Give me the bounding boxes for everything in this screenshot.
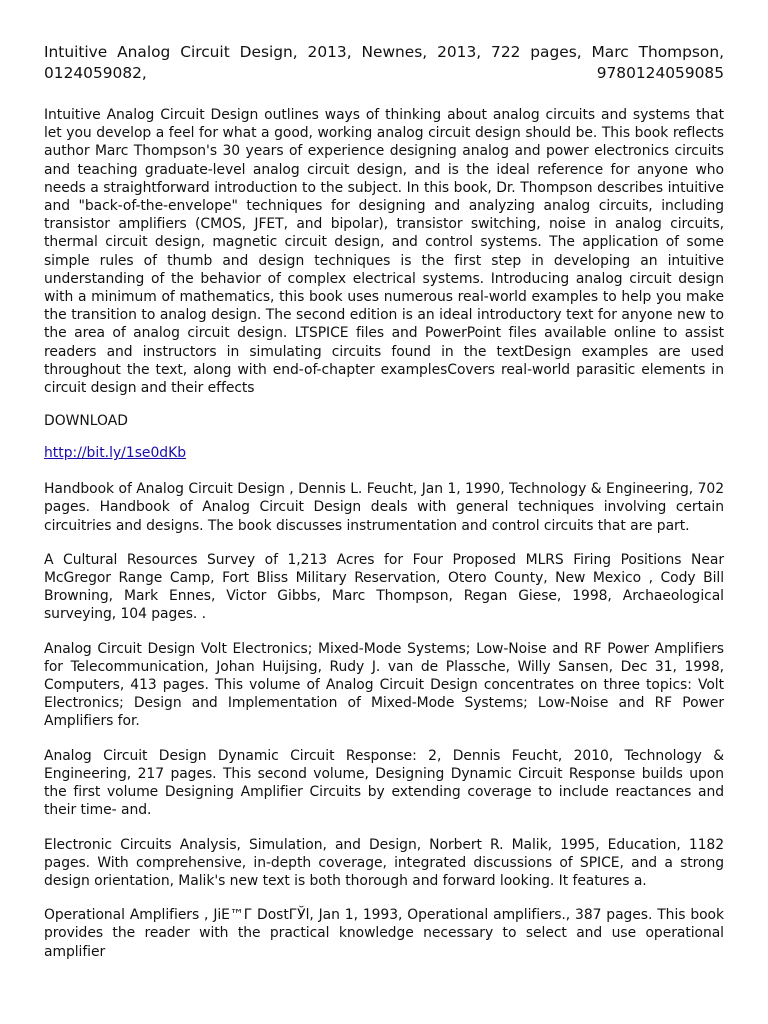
- document-page: [44, 42, 724, 977]
- book-title: Intuitive Analog Circuit Design, 2013, Newnes, 2013, 722 pages, Marc Thompson, 0124059082, 9780124059085: [44, 43, 724, 82]
- related-entry-2: A Cultural Resources Survey of 1,213 Acres for Four Proposed MLRS Firing Positions Near McGregor Range Camp, Fort Bliss Military Reservation, Otero County, New Mexico , Cody Bill Browning, Mark Ennes, Victor Gibbs, Marc Thompson, Regan Giese, 1998, Archaeological surveying, 104 pages. .: [44, 551, 724, 623]
- book-description: Intuitive Analog Circuit Design outlines ways of thinking about analog circuits and systems that let you develop a feel for what a good, working analog circuit design should be. This book reflects author Marc Thompson's 30 years of experience designing analog and power electronics circuits and teaching graduate-level analog circuit design, and is the ideal reference for anyone who needs a straightforward introduction to the subject. In this book, Dr. Thompson describes intuitive and "back-of-the-envelope" techniques for designing and analyzing analog circuits, including transistor amplifiers (CMOS, JFET, and bipolar), transistor switching, noise in analog circuits, thermal circuit design, magnetic circuit design, and control systems. The application of some simple rules of thumb and design techniques is the first step in developing an intuitive understanding of the behavior of complex electrical systems. Introducing analog circuit design with a minimum of mathematics, this book uses numerous real-world examples to help you make the transition to analog design. The second edition is an ideal introductory text for anyone new to the area of analog circuit design. LTSPICE files and PowerPoint files available online to assist readers and instructors in simulating circuits found in the textDesign examples are used throughout the text, along with end-of-chapter examplesCovers real-world parasitic elements in circuit design and their effects: [44, 107, 724, 397]
- download-link[interactable]: http://bit.ly/1se0dKb: [44, 445, 187, 462]
- related-entry-3: Analog Circuit Design Volt Electronics; Mixed-Mode Systems; Low-Noise and RF Power Amplifiers for Telecommunication, Johan Huijsing, Rudy J. van de Plassche, Willy Sansen, Dec 31, 1998, Computers, 413 pages. This volume of Analog Circuit Design concentrates on three topics: Volt Electronics; Design and Implementation of Mixed-Mode Systems; Low-Noise and RF Power Amplifiers for.: [44, 640, 724, 730]
- related-entry-4: Analog Circuit Design Dynamic Circuit Response: 2, Dennis Feucht, 2010, Technology & Engineering, 217 pages. This second volume, Designing Dynamic Circuit Response builds upon the first volume Designing Amplifier Circuits by extending coverage to include reactances and their time- and.: [44, 747, 724, 819]
- related-entry-6: Operational Amplifiers , JiЕ™Г DostГЎl, Jan 1, 1993, Operational amplifiers., 387 pages. This book provides the reader with the practical knowledge necessary to select and use operational amplifier: [44, 907, 724, 960]
- related-entry-1: Handbook of Analog Circuit Design , Dennis L. Feucht, Jan 1, 1990, Technology & Engineering, 702 pages. Handbook of Analog Circuit Design deals with general techniques involving certain circuitries and designs. The book discusses instrumentation and control circuits that are part.: [44, 481, 724, 534]
- download-label: DOWNLOAD: [44, 413, 128, 430]
- related-entry-5: Electronic Circuits Analysis, Simulation, and Design, Norbert R. Malik, 1995, Education, 1182 pages. With comprehensive, in-depth coverage, integrated discussions of SPICE, and a strong design orientation, Malik's new text is both thorough and forward looking. It features a.: [44, 836, 724, 889]
